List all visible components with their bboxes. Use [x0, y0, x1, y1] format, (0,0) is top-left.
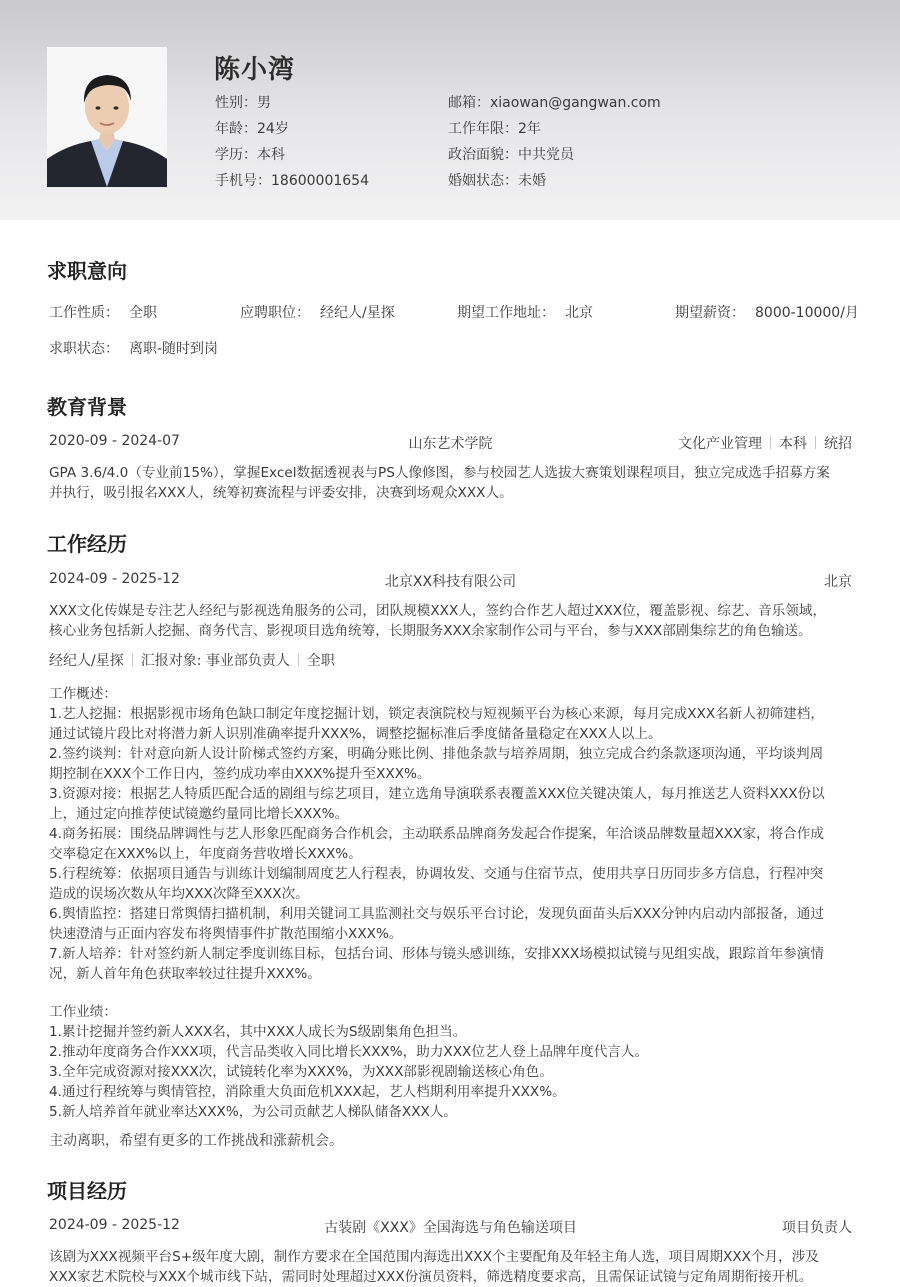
- education-tags: 文化产业管理 本科 统招: [678, 436, 852, 452]
- text-line: 工作概述：: [49, 686, 117, 702]
- section-title-project: 项目经历: [47, 1179, 127, 1203]
- work-date: 2024-09 - 2025-12: [49, 571, 180, 587]
- work-company: 北京XX科技有限公司: [384, 574, 517, 590]
- text-line: 工作业绩：: [49, 1004, 117, 1020]
- leave-reason: 主动离职，希望有更多的工作挑战和涨薪机会。: [49, 1133, 343, 1149]
- project-name: 古装剧《XXX》全国海选与角色输送项目: [324, 1220, 577, 1236]
- text-line: 况，新人首年角色获取率较过往提升XXX%。: [49, 966, 321, 982]
- intent-status-row: [49, 338, 852, 358]
- text-line: 3.全年完成资源对接XXX次，试镜转化率为XXX%，为XXX部影视剧输送核心角色。: [49, 1064, 553, 1080]
- project-description: 该剧为XXX视频平台S+级年度大剧，制作方要求在全国范围内海选出XXX个主要配角及年轻主角人选，项目周期XXX个月，涉及 XXX家艺术院校与XXX个城市线下站，需同时处理超过XXX份演员资料，筛选精度要求高，且需保证试镜与定角周期衔接开机。: [49, 1249, 819, 1285]
- marital-status-text: 婚姻状态：未婚: [448, 173, 546, 189]
- section-title-intent: 求职意向: [47, 259, 127, 283]
- text-line: 7.新人培养：针对签约新人制定季度训练目标，包括台词、形体与镜头感训练，安排XXX场模拟试镜与见组实战，跟踪首年参演情: [49, 946, 824, 962]
- text-line: 2.签约谈判：针对意向新人设计阶梯式签约方案，明确分账比例、排他条款与培养周期，独立完成合约条款逐项沟通，平均谈判周: [49, 746, 824, 762]
- project-date: 2024-09 - 2025-12: [49, 1217, 180, 1233]
- education-description: GPA 3.6/4.0（专业前15%），掌握Excel数据透视表与PS人像修图，参与校园艺人选拔大赛策划课程项目，独立完成选手招募方案 并执行，吸引报名XXX人，统筹初赛流程与评委安排，决赛到场观众XXX人。: [49, 465, 830, 501]
- work-tags: 经纪人/星探 汇报对象: 事业部负责人 全职: [49, 653, 335, 669]
- work-company-intro: XXX文化传媒是专注艺人经纪与影视选角服务的公司，团队规模XXX人，签约合作艺人超过XXX位，覆盖影视、综艺、音乐领域， 核心业务包括新人挖掘、商务代言、影视项目选角统筹，长期服务XXX余家制作公司与平台，参与XXX部剧集综艺的角色输送。: [49, 603, 827, 639]
- section-title-education: 教育背景: [47, 395, 127, 419]
- text-line: 1.累计挖掘并签约新人XXX名，其中XXX人成长为S级剧集角色担当。: [49, 1024, 467, 1040]
- degree-text: 学历：本科: [215, 147, 285, 163]
- education-date: 2020-09 - 2024-07: [49, 433, 180, 449]
- political-status-text: 政治面貌：中共党员: [448, 147, 574, 163]
- section-title-work: 工作经历: [47, 532, 127, 556]
- profile-header: [0, 0, 900, 220]
- person-photo-icon: [47, 47, 167, 187]
- text-line: 4.通过行程统筹与舆情管控，消除重大负面危机XXX起，艺人档期利用率提升XXX%。: [49, 1084, 566, 1100]
- basic-info-left: [215, 90, 369, 194]
- phone-text: 手机号：18600001654: [215, 173, 369, 189]
- intent-item-location: 期望工作地址： 北京: [457, 305, 593, 321]
- text-line: 4.商务拓展：围绕品牌调性与艺人形象匹配商务合作机会，主动联系品牌商务发起合作提案，年洽谈品牌数量超XXX家，将合作成: [49, 826, 824, 842]
- candidate-name: 陈小湾: [214, 55, 296, 85]
- text-line: 2.推动年度商务合作XXX项，代言品类收入同比增长XXX%，助力XXX位艺人登上品牌年度代言人。: [49, 1044, 649, 1060]
- text-line: 造成的误场次数从年均XXX次降至XXX次。: [49, 886, 309, 902]
- project-role: 项目负责人: [782, 1220, 852, 1236]
- education-header-row: [49, 433, 852, 453]
- work-achievements: [49, 1002, 854, 1122]
- email-text: 邮箱：xiaowan@gangwan.com: [448, 95, 661, 111]
- text-line: 3.资源对接：根据艺人特质匹配合适的剧组与综艺项目，建立选角导演联系表覆盖XXX位关键决策人，每月推送艺人资料XXX份以: [49, 786, 825, 802]
- text-line: 5.行程统筹：依据项目通告与训练计划编制周度艺人行程表，协调妆发、交通与住宿节点，使用共享日历同步多方信息，行程冲突: [49, 866, 824, 882]
- text-line: 6.舆情监控：搭建日常舆情扫描机制，利用关键词工具监测社交与娱乐平台讨论，发现负面苗头后XXX分钟内启动内部报备，通过: [49, 906, 824, 922]
- work-years-text: 工作年限：2年: [448, 121, 541, 137]
- education-school: 山东艺术学院: [408, 436, 493, 452]
- age-text: 年龄：24岁: [215, 121, 289, 137]
- avatar: [47, 47, 167, 187]
- text-line: 5.新人培养首年就业率达XXX%，为公司贡献艺人梯队储备XXX人。: [49, 1104, 458, 1120]
- text-line: 上，通过定向推荐使试镜邀约量同比增长XXX%。: [49, 806, 349, 822]
- intent-item-position: 应聘职位： 经纪人/星探: [240, 305, 395, 321]
- text-line: 快速澄清与正面内容发布将舆情事件扩散范围缩小XXX%。: [49, 926, 403, 942]
- work-overview: [49, 684, 854, 984]
- text-line: 交率稳定在XXX%以上，年度商务营收增长XXX%。: [49, 846, 362, 862]
- text-line: 期控制在XXX个工作日内，签约成功率由XXX%提升至XXX%。: [49, 766, 431, 782]
- basic-info-right: [448, 90, 661, 194]
- work-city: 北京: [824, 574, 852, 590]
- gender-text: 性别：男: [215, 95, 271, 111]
- intent-item-salary: 期望薪资： 8000-10000/月: [675, 305, 859, 321]
- intent-item-type: 工作性质： 全职: [49, 305, 157, 321]
- text-line: 1.艺人挖掘：根据影视市场角色缺口制定年度挖掘计划，锁定表演院校与短视频平台为核心来源，每月完成XXX名新人初筛建档，: [49, 706, 824, 722]
- text-line: 通过试镜片段比对将潜力新人识别准确率提升XXX%，调整挖掘标准后季度储备量稳定在XXX人以上。: [49, 726, 662, 742]
- work-header-row: [49, 571, 852, 591]
- intent-item-status: 求职状态： 离职-随时到岗: [49, 341, 219, 357]
- project-header-row: [49, 1217, 852, 1237]
